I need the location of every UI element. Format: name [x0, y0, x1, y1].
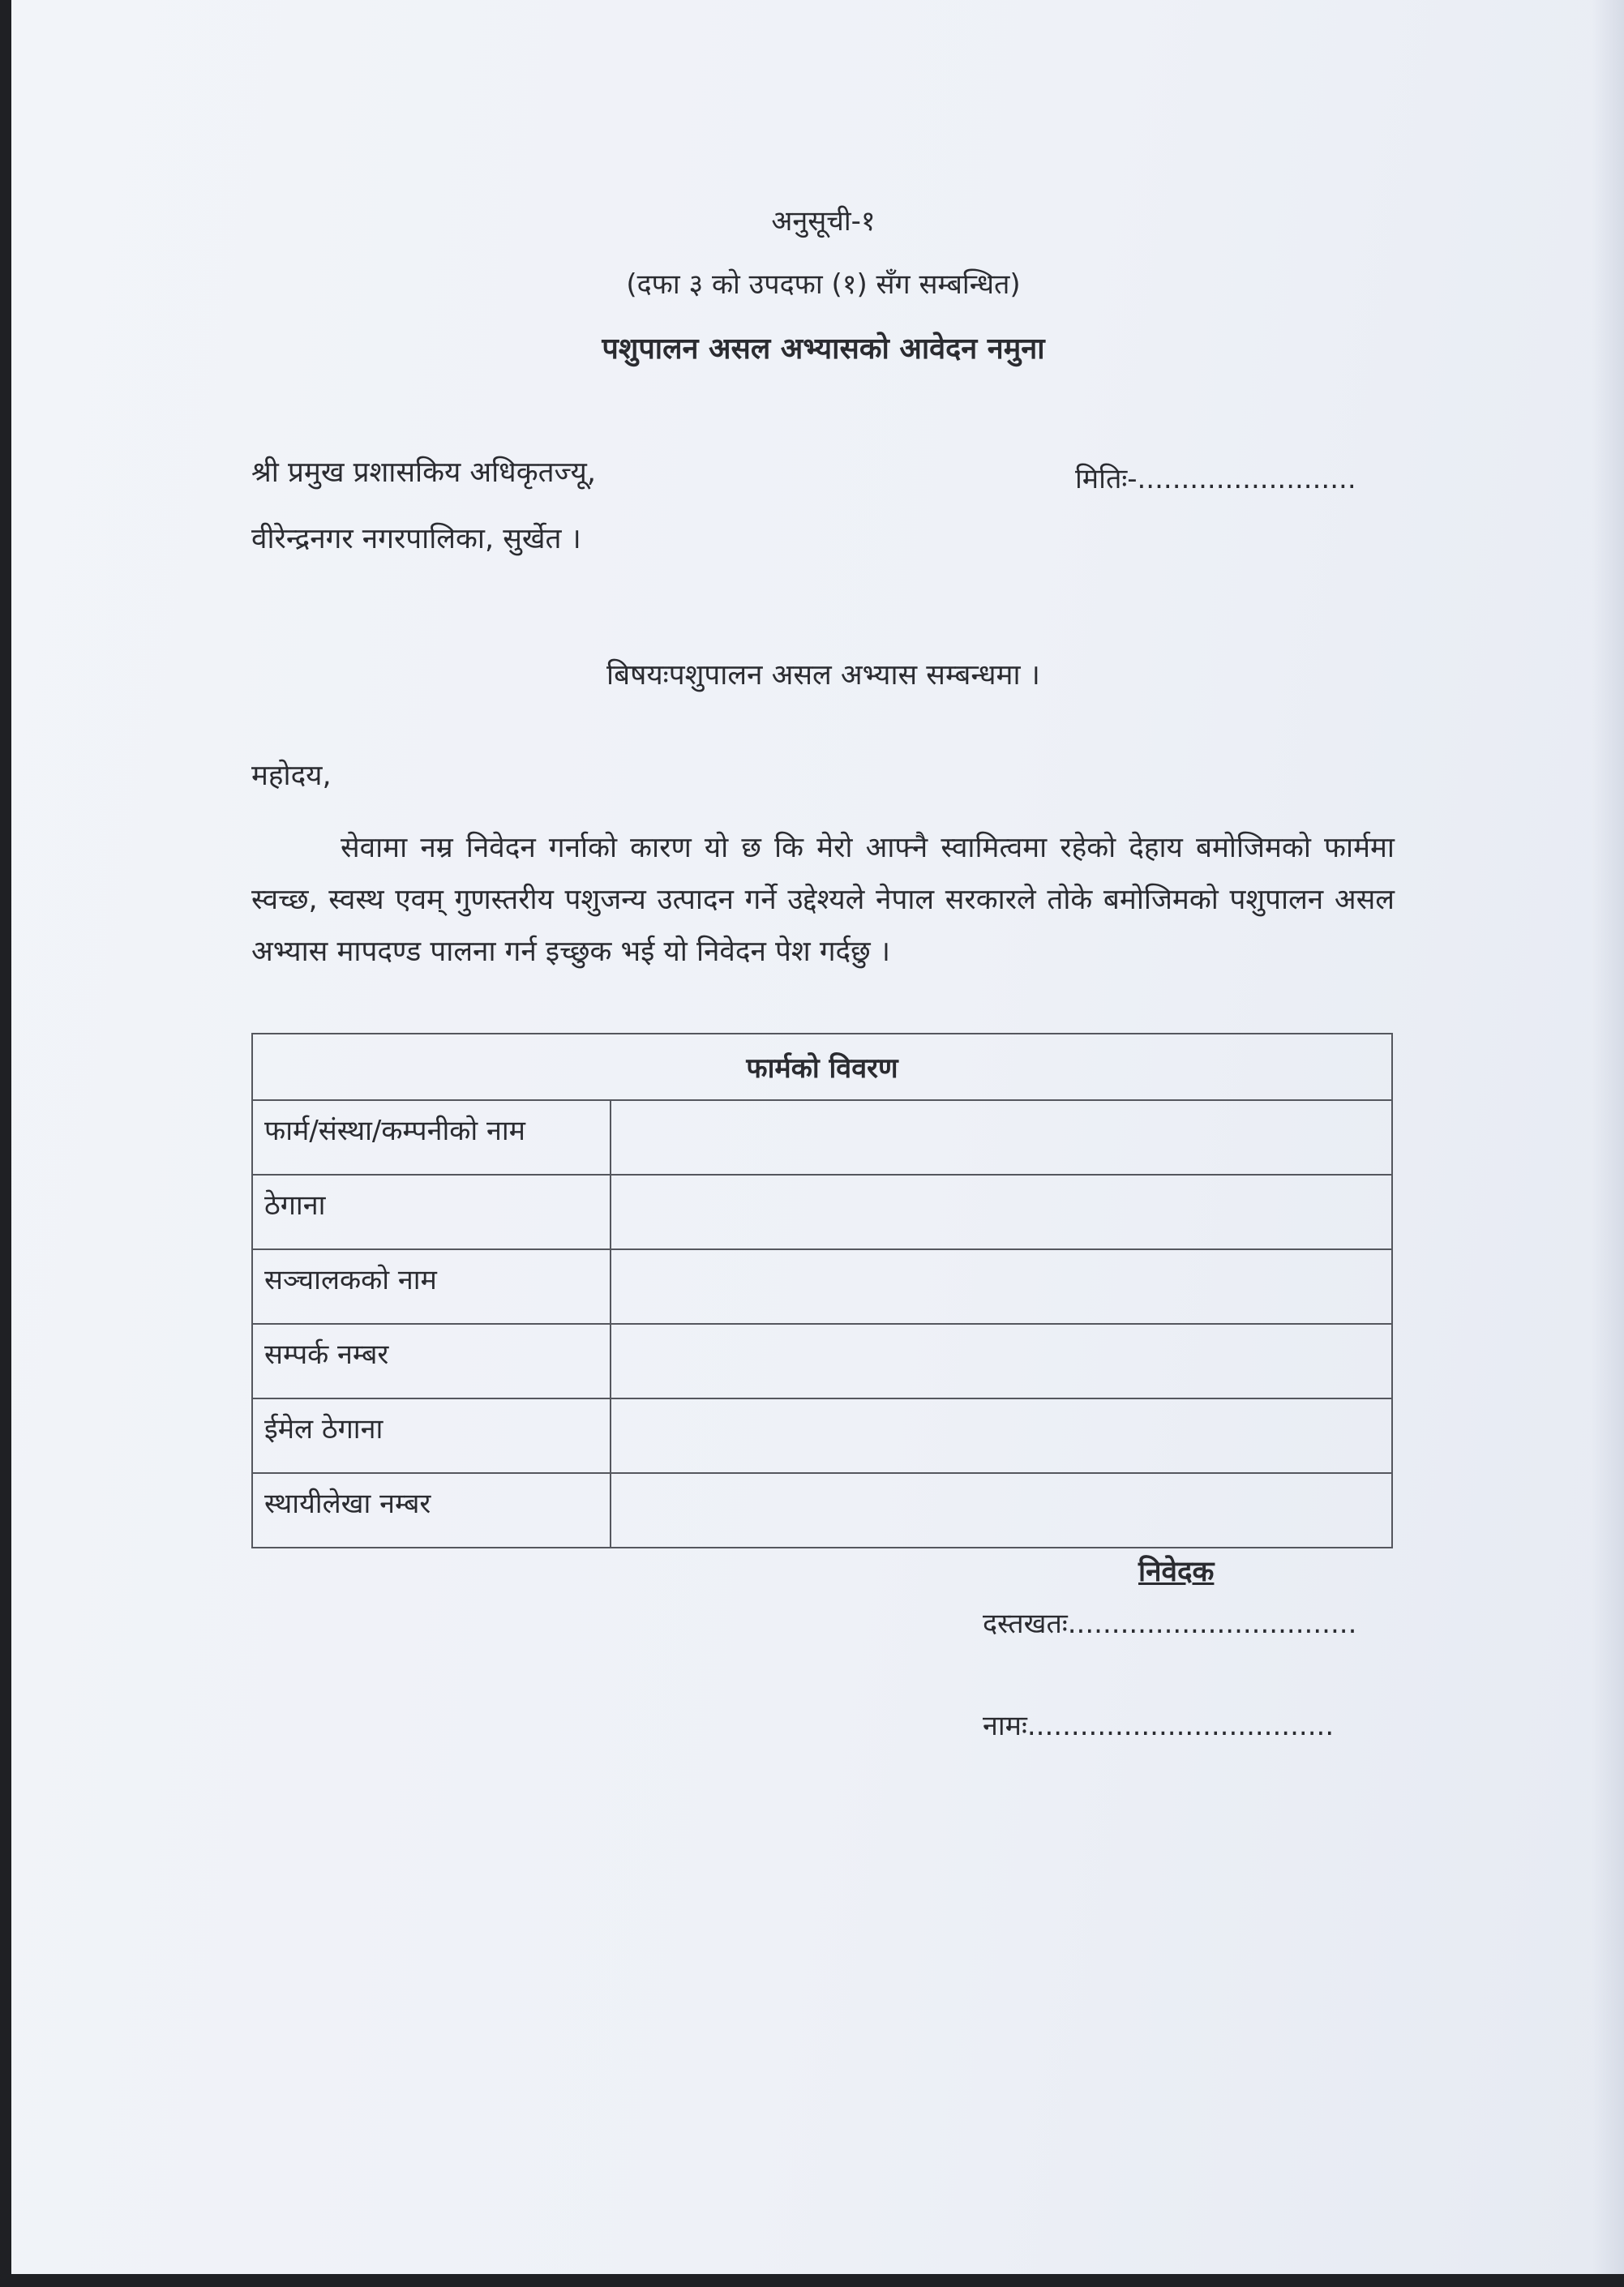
signature-field: दस्तखतः.................................	[983, 1608, 1357, 1640]
table-row	[252, 1473, 1392, 1548]
table-header-row	[252, 1034, 1392, 1100]
table-row	[252, 1398, 1392, 1473]
section-reference: (दफा ३ को उपदफा (१) सँग सम्बन्धित)	[626, 268, 1021, 301]
row-label-contact-number: सम्पर्क नम्बर	[252, 1324, 611, 1398]
row-label-operator-name: सञ्चालकको नाम	[252, 1249, 611, 1324]
form-title: पशुपालन असल अभ्यासको आवेदन नमुना	[602, 332, 1045, 366]
table-row	[252, 1249, 1392, 1324]
document-page	[11, 0, 1624, 2274]
date-field: मितिः-.........................	[1075, 463, 1356, 495]
salutation: महोदय,	[251, 760, 332, 792]
table-row	[252, 1175, 1392, 1249]
row-label-address: ठेगाना	[252, 1175, 611, 1249]
name-field: नामः...................................	[983, 1710, 1335, 1742]
row-label-farm-name: फार्म/संस्था/कम्पनीको नाम	[252, 1100, 611, 1175]
row-value-address[interactable]	[611, 1175, 1392, 1249]
annex-heading: अनुसूची-१	[771, 205, 876, 238]
body-paragraph: सेवामा नम्र निवेदन गर्नाको कारण यो छ कि मेरो आफ्नै स्वामित्वमा रहेको देहाय बमोजिमको फार्ममा स्वच्छ, स्वस्थ एवम् गुणस्तरीय पशुजन्य उत्पादन गर्ने उद्देश्यले नेपाल सरकारले तोके बमोजिमको पशुपालन असल अभ्यास मापदण्ड पालना गर्न इच्छुक भई यो निवेदन पेश गर्दछु ।	[251, 832, 1395, 968]
recipient-line-2: वीरेन्द्रनगर नगरपालिका, सुर्खेत ।	[251, 523, 581, 555]
table-title: फार्मको विवरण	[252, 1034, 1392, 1100]
table-row	[252, 1100, 1392, 1175]
row-value-email[interactable]	[611, 1398, 1392, 1473]
applicant-heading: निवेदक	[1138, 1556, 1215, 1588]
row-value-contact-number[interactable]	[611, 1324, 1392, 1398]
row-label-pan-number: स्थायीलेखा नम्बर	[252, 1473, 611, 1548]
row-value-farm-name[interactable]	[611, 1100, 1392, 1175]
row-label-email: ईमेल ठेगाना	[252, 1398, 611, 1473]
row-value-operator-name[interactable]	[611, 1249, 1392, 1324]
farm-details-table	[251, 1033, 1393, 1548]
recipient-line-1: श्री प्रमुख प्रशासकिय अधिकृतज्यू,	[251, 456, 596, 489]
subject-line: बिषयःपशुपालन असल अभ्यास सम्बन्धमा ।	[606, 659, 1040, 692]
table-row	[252, 1324, 1392, 1398]
row-value-pan-number[interactable]	[611, 1473, 1392, 1548]
